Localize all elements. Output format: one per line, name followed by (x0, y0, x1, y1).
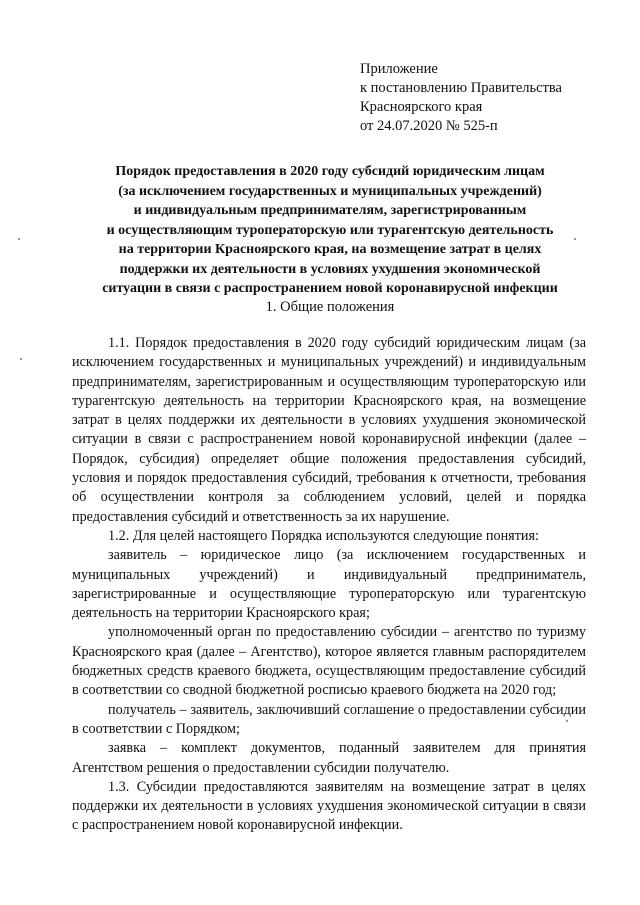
title-line: (за исключением государственных и муниципальных учреждений) (118, 183, 542, 199)
document-body (72, 334, 586, 836)
scan-speck (20, 358, 22, 360)
scan-speck (18, 238, 20, 240)
paragraph: уполномоченный орган по предоставлению субсидии – агентство по туризму Красноярского края (далее – Агентство), которое является главным распорядителем бюджетных средств краевого бюджета, осуществляющим предоставление субсидий в соответствии со сводной бюджетной росписью краевого бюджета на 2020 год; (72, 624, 586, 699)
paragraph: 1.2. Для целей настоящего Порядка используются следующие понятия: (108, 527, 539, 544)
appendix-line: Приложение (360, 61, 438, 77)
title-line: и индивидуальным предпринимателям, зарегистрированным (133, 203, 527, 218)
appendix-block (360, 60, 620, 136)
paragraph: получатель – заявитель, заключивший соглашение о предоставлении субсидии в соответствии с Порядком; (72, 701, 586, 737)
scan-speck (574, 238, 576, 240)
title-line: поддержки их деятельности в условиях ухудшения экономической (119, 261, 541, 277)
paragraph: заявитель – юридическое лицо (за исключением государственных и муниципальных учреждений) и индивидуальный предприниматель, зарегистрированные и осуществляющие туроператорскую или турагентскую деятельность на территории Красноярского края; (72, 547, 586, 622)
paragraph: 1.3. Субсидии предоставляются заявителям на возмещение затрат в целях поддержки их деятельности в условиях ухудшения экономической ситуации в связи с распространением новой коронавирусной инфекции. (72, 778, 586, 834)
paragraph: заявка – комплект документов, поданный заявителем для принятия Агентством решения о предоставлении субсидии получателю. (72, 740, 586, 776)
document-title (70, 162, 590, 299)
paragraph: 1.1. Порядок предоставления в 2020 году субсидий юридическим лицам (за исключением государственных и муниципальных учреждений) и индивидуальным предпринимателям, зарегистрированным и осуществляющим туроператорскую или турагентскую деятельность на территории Красноярского края, на возмещение затрат в целях поддержки их деятельности в условиях ухудшения экономической ситуации в связи с распространением новой коронавирусной инфекции (далее – Порядок, субсидия) определяет общие положения предоставления субсидий, условия и порядок предоставления субсидий, требования к отчетности, требования об осуществлении контроля за соблюдением условий, целей и порядка предоставления субсидий и ответственность за их нарушение. (72, 335, 586, 525)
title-line: Порядок предоставления в 2020 году субсидий юридическим лицам (115, 164, 545, 179)
appendix-line: к постановлению Правительства (360, 80, 562, 96)
title-line: ситуации в связи с распространением новой коронавирусной инфекции (102, 281, 558, 296)
scan-speck (566, 720, 568, 722)
title-line: и осуществляющим туроператорскую или турагентскую деятельность (106, 222, 554, 238)
title-line: на территории Красноярского края, на возмещение затрат в целях (118, 242, 542, 257)
appendix-line: Красноярского края (360, 99, 483, 115)
appendix-date-number: от 24.07.2020 № 525-п (360, 118, 498, 134)
section-heading: 1. Общие положения (265, 299, 395, 315)
